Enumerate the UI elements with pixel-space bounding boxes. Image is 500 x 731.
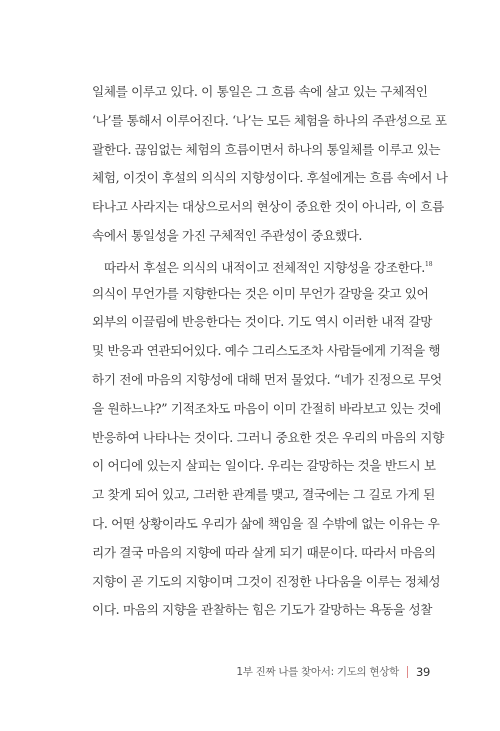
text-line: 이 어디에 있는지 살피는 일이다. 우리는 갈망하는 것을 반드시 보: [92, 458, 436, 474]
text-line: 따라서 후설은 의식의 내적이고 전체적인 지향성을 강조한다.: [104, 259, 425, 275]
page-footer: [236, 664, 430, 679]
text-line: 의식이 무언가를 지향한다는 것은 이미 무언가 갈망을 갖고 있어: [92, 285, 429, 301]
text-line: 타나고 사라지는 대상으로서의 현상이 중요한 것이 아니라, 이 흐름: [92, 199, 444, 215]
text-line: 리가 결국 마음의 지향에 따라 살게 되기 때문이다. 따라서 마음의: [92, 544, 436, 560]
footnote-marker: 18: [424, 260, 433, 268]
text-line: 일체를 이루고 있다. 이 통일은 그 흐름 속에 살고 있는 구체적인: [92, 84, 428, 99]
text-line: 고 찾게 되어 있고, 그러한 관계를 맺고, 결국에는 그 길로 가게 된: [92, 487, 435, 503]
text-line: 외부의 이끌림에 반응한다는 것이다. 기도 역시 이러한 내적 갈망: [92, 314, 433, 330]
footer-divider: [407, 666, 408, 678]
text-line: 체험, 이것이 후설의 의식의 지향성이다. 후설에게는 흐름 속에서 나: [92, 170, 448, 186]
text-line: 이다. 마음의 지향을 관찰하는 힘은 기도가 갈망하는 욕동을 성찰: [92, 602, 433, 618]
text-line: 속에서 통일성을 가진 구체적인 주관성이 중요했다.: [92, 227, 363, 243]
text-line: 하기 전에 마음의 지향성에 대해 먼저 물었다. “네가 진정으로 무엇: [92, 371, 442, 387]
page-number: 39: [415, 664, 430, 679]
text-line: ‘나’를 통해서 이루어진다. ‘나’는 모든 체험을 하나의 주관성으로 포: [92, 112, 447, 128]
text-line: 반응하여 나타나는 것이다. 그러니 중요한 것은 우리의 마음의 지향: [92, 429, 444, 445]
running-footer-title: 1부 진짜 나를 찾아서: 기도의 현상학: [236, 666, 399, 678]
text-line: 괄한다. 끊임없는 체험의 흐름이면서 하나의 통일체를 이루고 있는: [92, 141, 441, 157]
text-line: 을 원하느냐?” 기적조차도 마음이 이미 간절히 바라보고 있는 것에: [92, 400, 441, 416]
body-text: [92, 78, 448, 625]
text-line: 지향이 곧 기도의 지향이며 그것이 진정한 나다움을 이루는 정체성: [92, 573, 441, 589]
text-line: 다. 어떤 상황이라도 우리가 삶에 책임을 질 수밖에 없는 이유는 우: [92, 515, 440, 531]
paragraph-first-line: [92, 251, 433, 280]
text-line: 및 반응과 연관되어있다. 예수 그리스도조차 사람들에게 기적을 행: [92, 343, 441, 359]
